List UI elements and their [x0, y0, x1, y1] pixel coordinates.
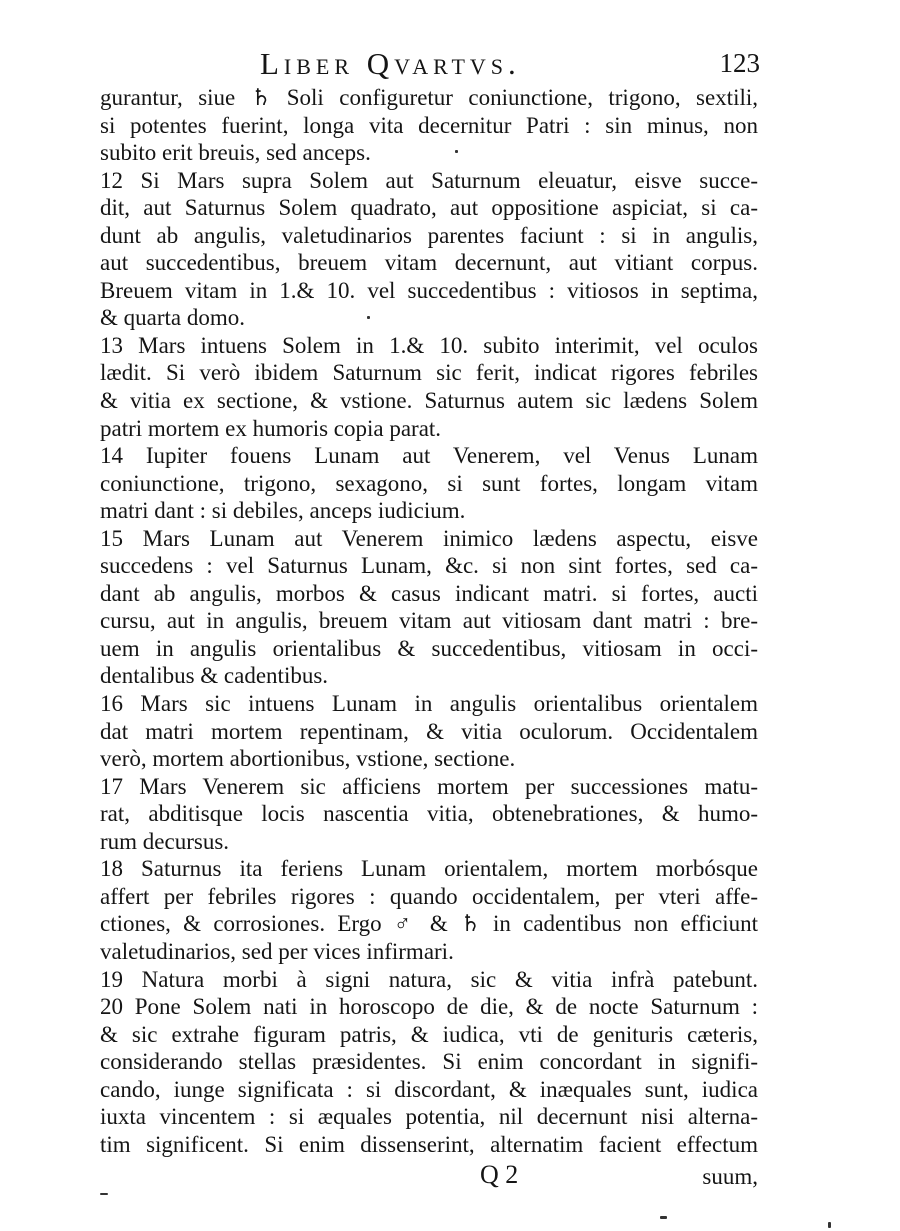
ink-speck — [367, 316, 370, 319]
text-line: tim significent. Si enim dissenserint, alternatim facient effectum — [100, 1131, 758, 1157]
text-line: valetudinarios, sed per vices infirmari. — [100, 938, 454, 964]
text-line: rum decursus. — [100, 828, 230, 854]
text-line: dentalibus & cadentibus. — [100, 663, 329, 689]
ink-speck — [828, 1222, 831, 1228]
text-line: patri mortem ex humoris copia parat. — [100, 415, 442, 441]
text-line: coniunctione, trigono, sexagono, si sunt fortes, longam vitam — [100, 470, 758, 496]
text-line: dant ab angulis, morbos & casus indicant matri. si fortes, aucti — [100, 580, 758, 606]
text-line: 16 Mars sic intuens Lunam in angulis orientalibus orientalem — [100, 691, 758, 717]
text-line: iuxta vincentem : si æquales potentia, nil decernunt nisi alterna- — [100, 1104, 758, 1130]
text-line: aut succedentibus, breuem vitam decernunt, aut vitiant corpus. — [100, 250, 758, 276]
text-line: dit, aut Saturnus Solem quadrato, aut oppositione aspiciat, si ca- — [100, 195, 758, 221]
text-line: & quarta domo. — [100, 305, 245, 331]
text-line: subito erit breuis, sed anceps. — [100, 140, 371, 166]
signature-mark: Q 2 — [480, 1160, 519, 1189]
ink-speck — [455, 150, 458, 153]
ink-speck — [660, 1216, 667, 1219]
text-line: & vitia ex sectione, & vstione. Saturnus autem sic lædens Solem — [100, 388, 758, 414]
text-line: lædit. Si verò ibidem Saturnum sic ferit, indicat rigores febriles — [100, 360, 758, 386]
text-line: cando, iunge significata : si discordant, & inæquales sunt, iudica — [100, 1076, 758, 1102]
text-line: affert per febriles rigores : quando occidentalem, per vteri affe- — [100, 883, 758, 909]
text-line: 12 Si Mars supra Solem aut Saturnum eleuatur, eisve succe- — [100, 167, 758, 193]
text-line: considerando stellas præsidentes. Si enim concordant in signifi- — [100, 1049, 758, 1075]
text-line: cursu, aut in angulis, breuem vitam aut vitiosam dant matri : bre- — [100, 608, 758, 634]
text-line: 19 Natura morbi à signi natura, sic & vitia infrà patebunt. — [100, 966, 758, 992]
text-line: 18 Saturnus ita feriens Lunam orientalem, mortem morbósque — [100, 856, 758, 882]
text-line: succedens : vel Saturnus Lunam, &c. si non sint fortes, sed ca- — [100, 553, 758, 579]
text-line: dat matri mortem repentinam, & vitia oculorum. Occidentalem — [100, 718, 758, 744]
page-header — [100, 46, 760, 86]
text-line: si potentes fuerint, longa vita decernitur Patri : sin minus, non — [100, 112, 758, 138]
running-title: Liber Qvartvs. — [260, 46, 521, 81]
body-text — [100, 84, 758, 1158]
text-line: 17 Mars Venerem sic afficiens mortem per successiones matu- — [100, 773, 758, 799]
text-line: rat, abditisque locis nascentia vitia, obtenebrationes, & humo- — [100, 801, 758, 827]
text-line: Breuem vitam in 1.& 10. vel succedentibus : vitiosos in septima, — [100, 277, 758, 303]
page-footer — [100, 1160, 758, 1196]
text-line: 13 Mars intuens Solem in 1.& 10. subito interimit, vel oculos — [100, 332, 758, 358]
text-line: dunt ab angulis, valetudinarios parentes faciunt : si in angulis, — [100, 222, 758, 248]
page-number: 123 — [719, 48, 760, 78]
text-line: 14 Iupiter fouens Lunam aut Venerem, vel Venus Lunam — [100, 443, 758, 469]
text-line: gurantur, siue ♄ Soli configuretur coniunctione, trigono, sextili, — [100, 85, 758, 110]
ink-speck — [100, 1193, 108, 1195]
catchword: suum, — [702, 1164, 758, 1189]
text-line: & sic extrahe figuram patris, & iudica, vti de genituris cæteris, — [100, 1021, 758, 1047]
text-line: matri dant : si debiles, anceps iudicium. — [100, 498, 466, 524]
text-line: ctiones, & corrosiones. Ergo ♂ & ♄ in cadentibus non efficiunt — [100, 911, 758, 937]
text-line: 15 Mars Lunam aut Venerem inimico lædens aspectu, eisve — [100, 525, 758, 551]
text-line: verò, mortem abortionibus, vstione, sectione. — [100, 746, 516, 772]
text-line: 20 Pone Solem nati in horoscopo de die, & de nocte Saturnum : — [100, 994, 758, 1020]
text-line: uem in angulis orientalibus & succedentibus, vitiosam in occi- — [100, 635, 758, 661]
